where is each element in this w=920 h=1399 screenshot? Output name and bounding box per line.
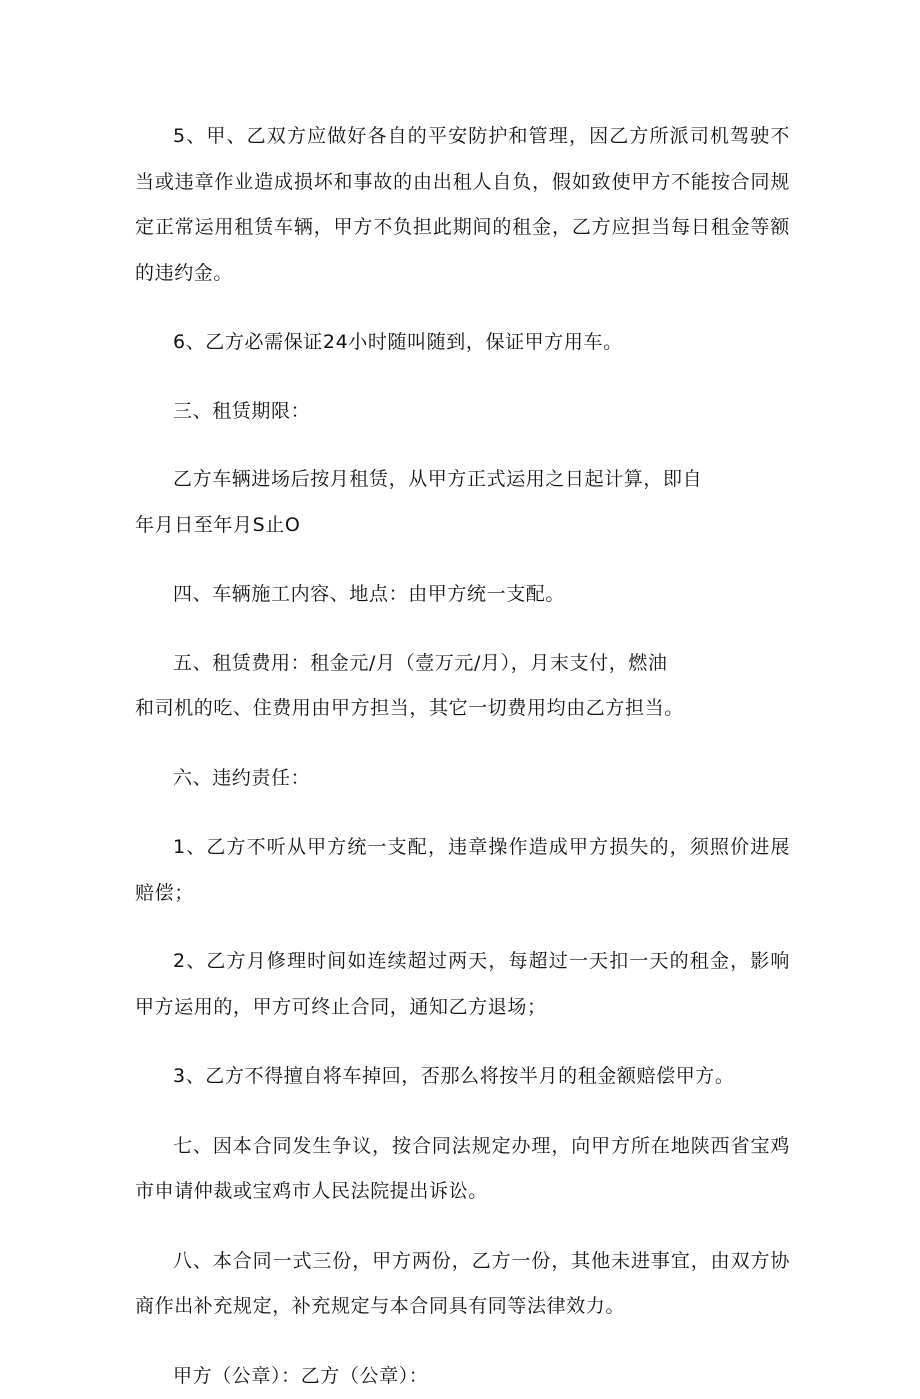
lease-fee-line-1: 五、租赁费用：租金元/月（壹万元/月），月末支付，燃油 — [135, 641, 790, 687]
signature-line: 甲方（公章）：乙方（公章）： — [135, 1354, 790, 1399]
lease-term-line-1: 乙方车辆进场后按月租赁，从甲方正式运用之日起计算，即自 — [135, 457, 790, 503]
lease-term-paragraph — [135, 457, 790, 548]
section-copies-paragraph: 八、本合同一式三份，甲方两份，乙方一份，其他未进事宜，由双方协商作出补充规定，补充规定与本合同具有同等法律效力。 — [135, 1239, 790, 1330]
section-breach-heading: 六、违约责任： — [135, 756, 790, 802]
lease-term-line-2: 年月日至年月S止O — [135, 503, 790, 549]
lease-fee-paragraph — [135, 641, 790, 732]
breach-item-3-paragraph: 3、乙方不得擅自将车掉回，否那么将按半月的租金额赔偿甲方。 — [135, 1054, 790, 1100]
section-lease-term-heading: 三、租赁期限： — [135, 389, 790, 435]
clause-5-safety-paragraph: 5、甲、乙双方应做好各自的平安防护和管理，因乙方所派司机驾驶不当或违章作业造成损坏和事故的由出租人自负，假如致使甲方不能按合同规定正常运用租赁车辆，甲方不负担此期间的租金，乙方应担当每日租金等额的违约金。 — [135, 114, 790, 296]
breach-item-2-paragraph: 2、乙方月修理时间如连续超过两天，每超过一天扣一天的租金，影响甲方运用的，甲方可终止合同，通知乙方退场； — [135, 939, 790, 1030]
section-work-content-paragraph: 四、车辆施工内容、地点：由甲方统一支配。 — [135, 572, 790, 618]
document-body — [135, 114, 790, 1399]
lease-fee-line-2: 和司机的吃、住费用由甲方担当，其它一切费用均由乙方担当。 — [135, 686, 790, 732]
section-dispute-paragraph: 七、因本合同发生争议，按合同法规定办理，向甲方所在地陕西省宝鸡市申请仲裁或宝鸡市人民法院提出诉讼。 — [135, 1124, 790, 1215]
breach-item-1-paragraph: 1、乙方不听从甲方统一支配，违章操作造成甲方损失的，须照价进展赔偿； — [135, 825, 790, 916]
clause-6-availability-paragraph: 6、乙方必需保证24小时随叫随到，保证甲方用车。 — [135, 320, 790, 366]
